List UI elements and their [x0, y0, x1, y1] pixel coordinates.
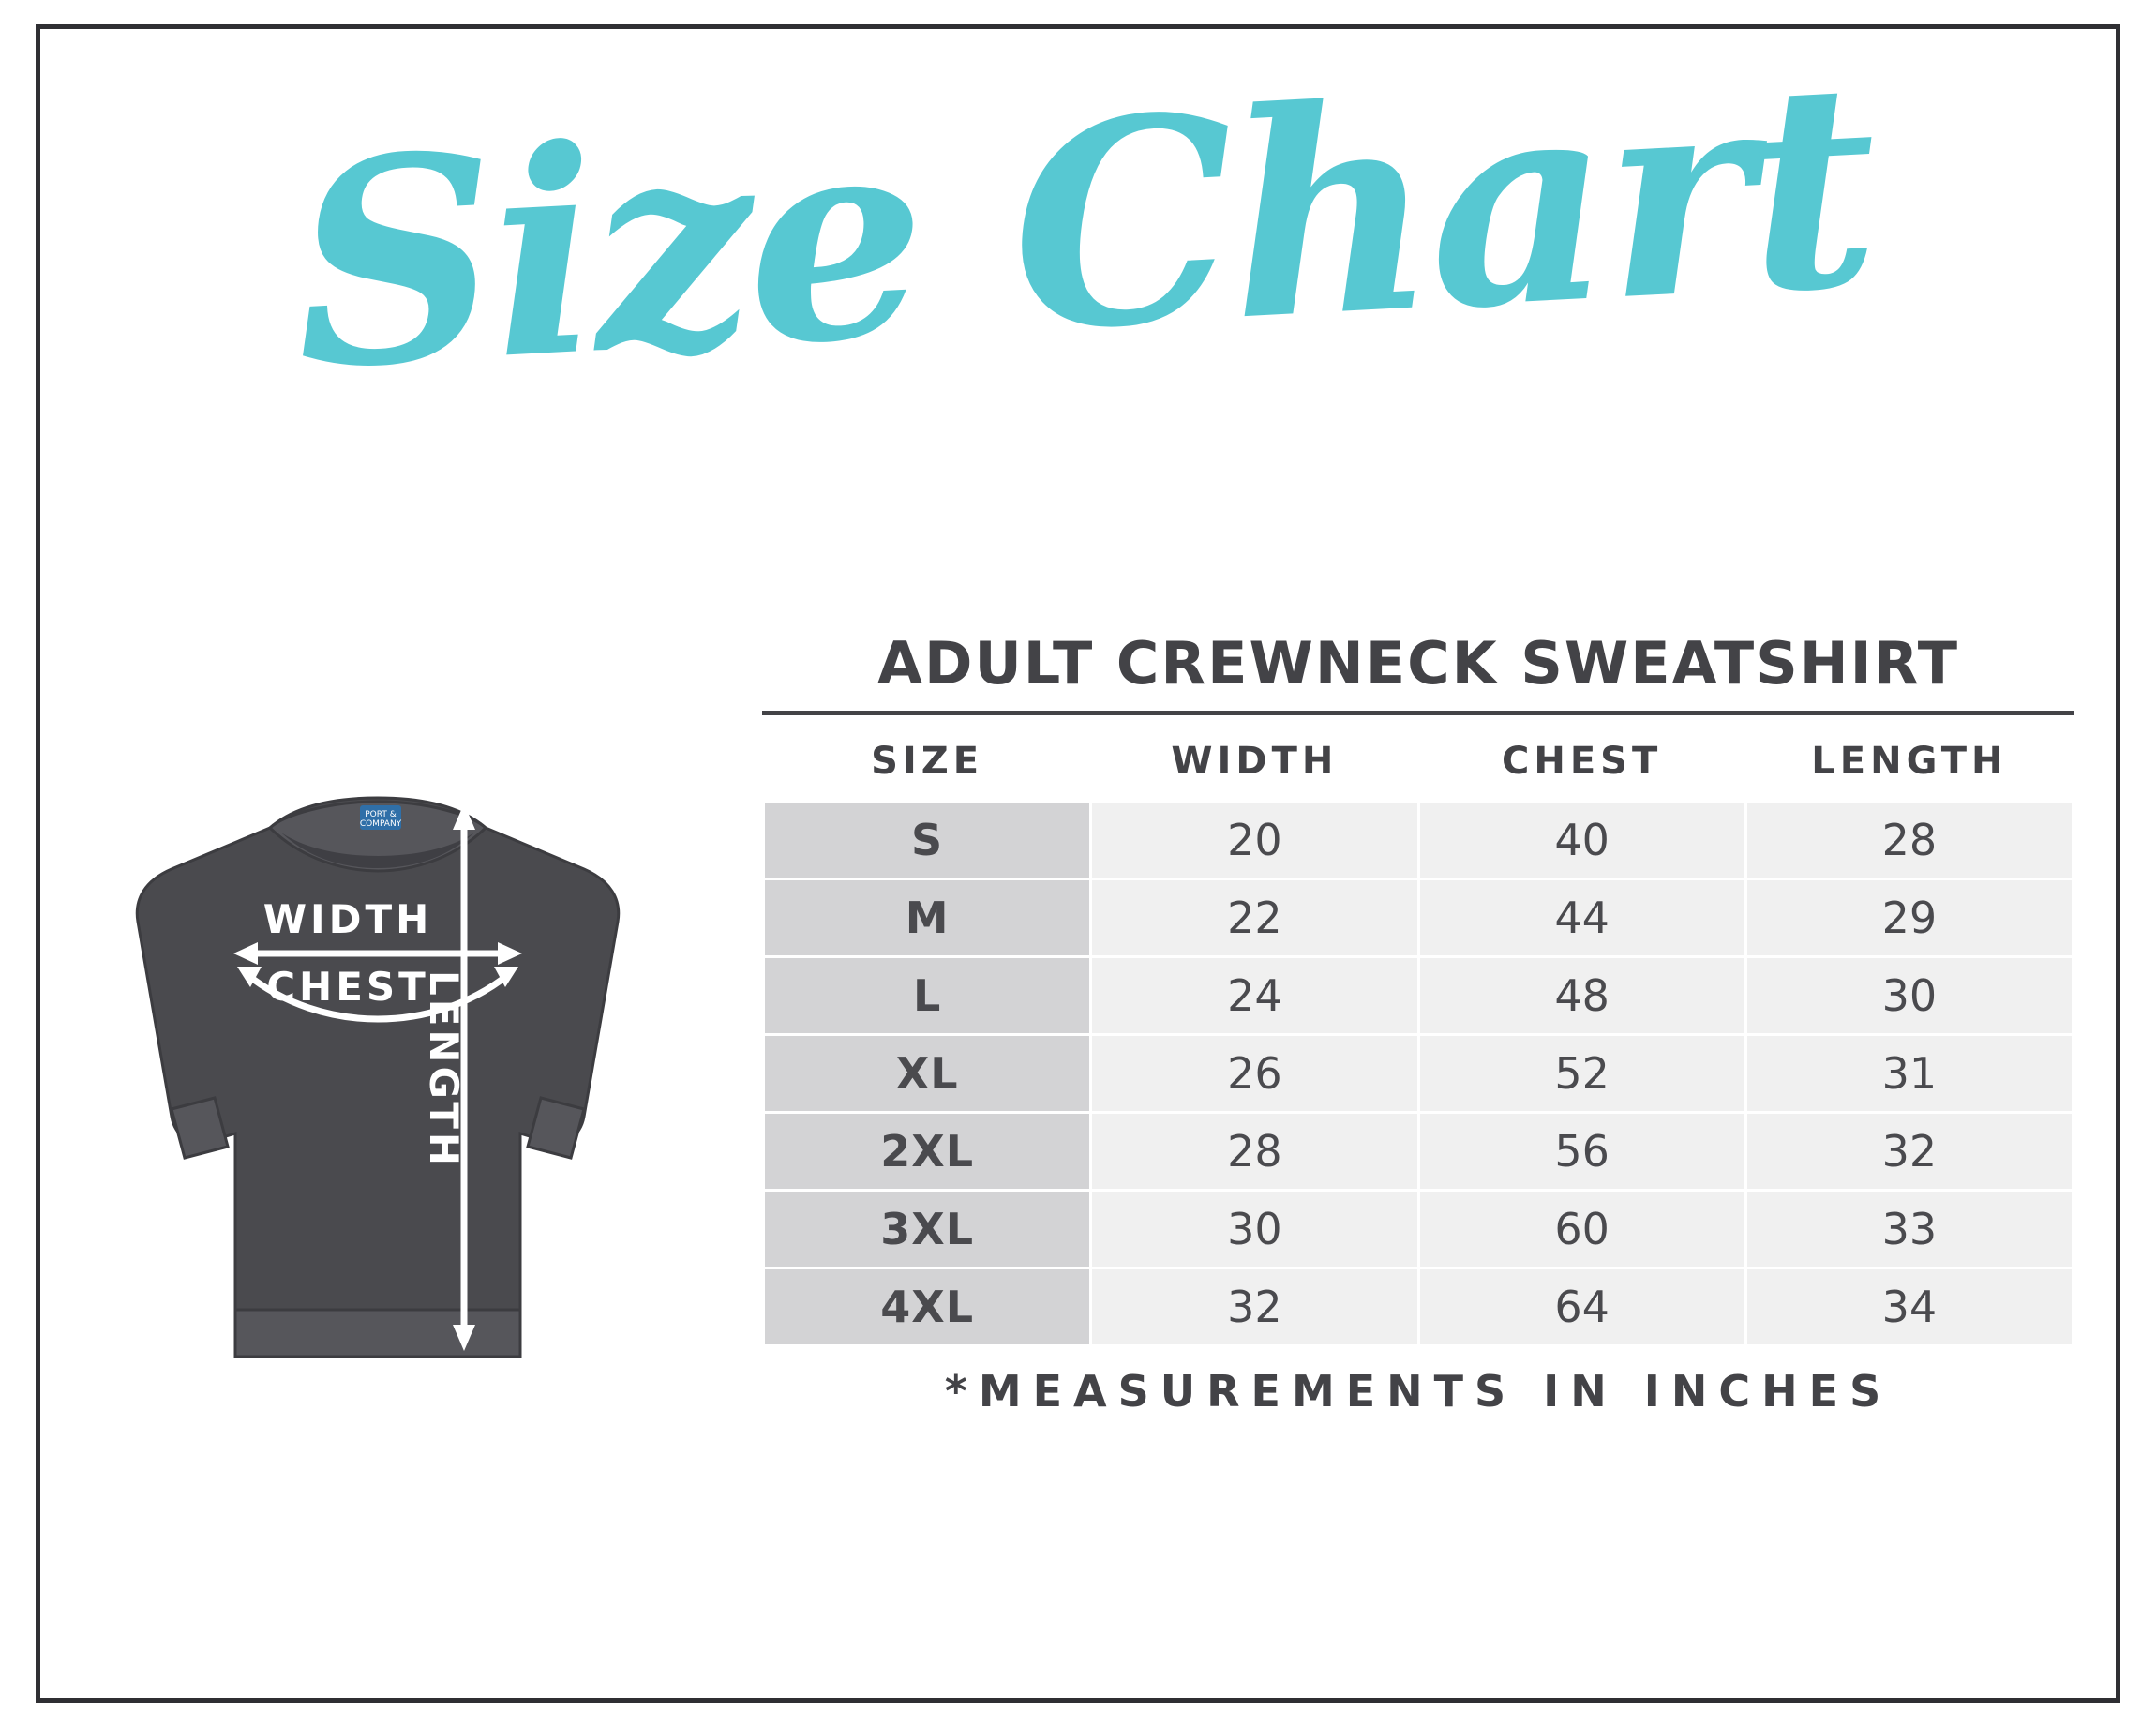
size-table — [762, 736, 2074, 1347]
width-label: WIDTH — [262, 896, 433, 942]
sweatshirt-illustration — [97, 779, 715, 1435]
cell-length: 34 — [1745, 1268, 2073, 1346]
table-row — [764, 1191, 2074, 1268]
column-header-size: SIZE — [871, 740, 984, 783]
table-row — [764, 879, 2074, 957]
cell-chest: 40 — [1418, 802, 1745, 879]
cell-chest: 48 — [1418, 957, 1745, 1035]
page-title: Size Chart — [285, 19, 1880, 432]
sweatshirt-svg — [97, 779, 715, 1435]
svg-text:PORT &: PORT & — [365, 810, 397, 819]
cell-width: 30 — [1091, 1191, 1418, 1268]
cell-width: 32 — [1091, 1268, 1418, 1346]
cell-width: 22 — [1091, 879, 1418, 957]
cell-chest: 56 — [1418, 1113, 1745, 1191]
cell-length: 29 — [1745, 879, 2073, 957]
cell-length: 33 — [1745, 1191, 2073, 1268]
table-row — [764, 802, 2074, 879]
cell-width: 24 — [1091, 957, 1418, 1035]
size-chart-panel — [762, 629, 2074, 1417]
table-row — [764, 957, 2074, 1035]
cell-size: S — [764, 802, 1091, 879]
cell-length: 30 — [1745, 957, 2073, 1035]
cell-chest: 64 — [1418, 1268, 1745, 1346]
cell-length: 32 — [1745, 1113, 2073, 1191]
cell-width: 26 — [1091, 1035, 1418, 1113]
cell-width: 28 — [1091, 1113, 1418, 1191]
cell-chest: 52 — [1418, 1035, 1745, 1113]
cell-size: 3XL — [764, 1191, 1091, 1268]
column-header-chest: CHEST — [1502, 740, 1663, 783]
cell-width: 20 — [1091, 802, 1418, 879]
cell-size: L — [764, 957, 1091, 1035]
cell-size: XL — [764, 1035, 1091, 1113]
page-title-wrapper — [40, 19, 2125, 432]
cell-size: 4XL — [764, 1268, 1091, 1346]
table-row — [764, 1113, 2074, 1191]
chest-label: CHEST — [266, 964, 429, 1010]
column-header-width: WIDTH — [1171, 740, 1339, 783]
page-border-frame — [36, 19, 2120, 1703]
measurements-footnote: *MEASUREMENTS IN INCHES — [944, 1366, 1893, 1417]
cell-length: 31 — [1745, 1035, 2073, 1113]
cell-chest: 44 — [1418, 879, 1745, 957]
cell-length: 28 — [1745, 802, 2073, 879]
table-row — [764, 1268, 2074, 1346]
length-label: LENGTH — [421, 969, 467, 1170]
cell-chest: 60 — [1418, 1191, 1745, 1268]
svg-text:COMPANY: COMPANY — [359, 819, 402, 829]
brand-tag-icon — [360, 805, 402, 830]
cell-size: M — [764, 879, 1091, 957]
table-row — [764, 1035, 2074, 1113]
table-header-row — [764, 736, 2074, 802]
column-header-length: LENGTH — [1811, 740, 2008, 783]
cell-size: 2XL — [764, 1113, 1091, 1191]
chart-title: ADULT CREWNECK SWEATSHIRT — [762, 629, 2074, 715]
